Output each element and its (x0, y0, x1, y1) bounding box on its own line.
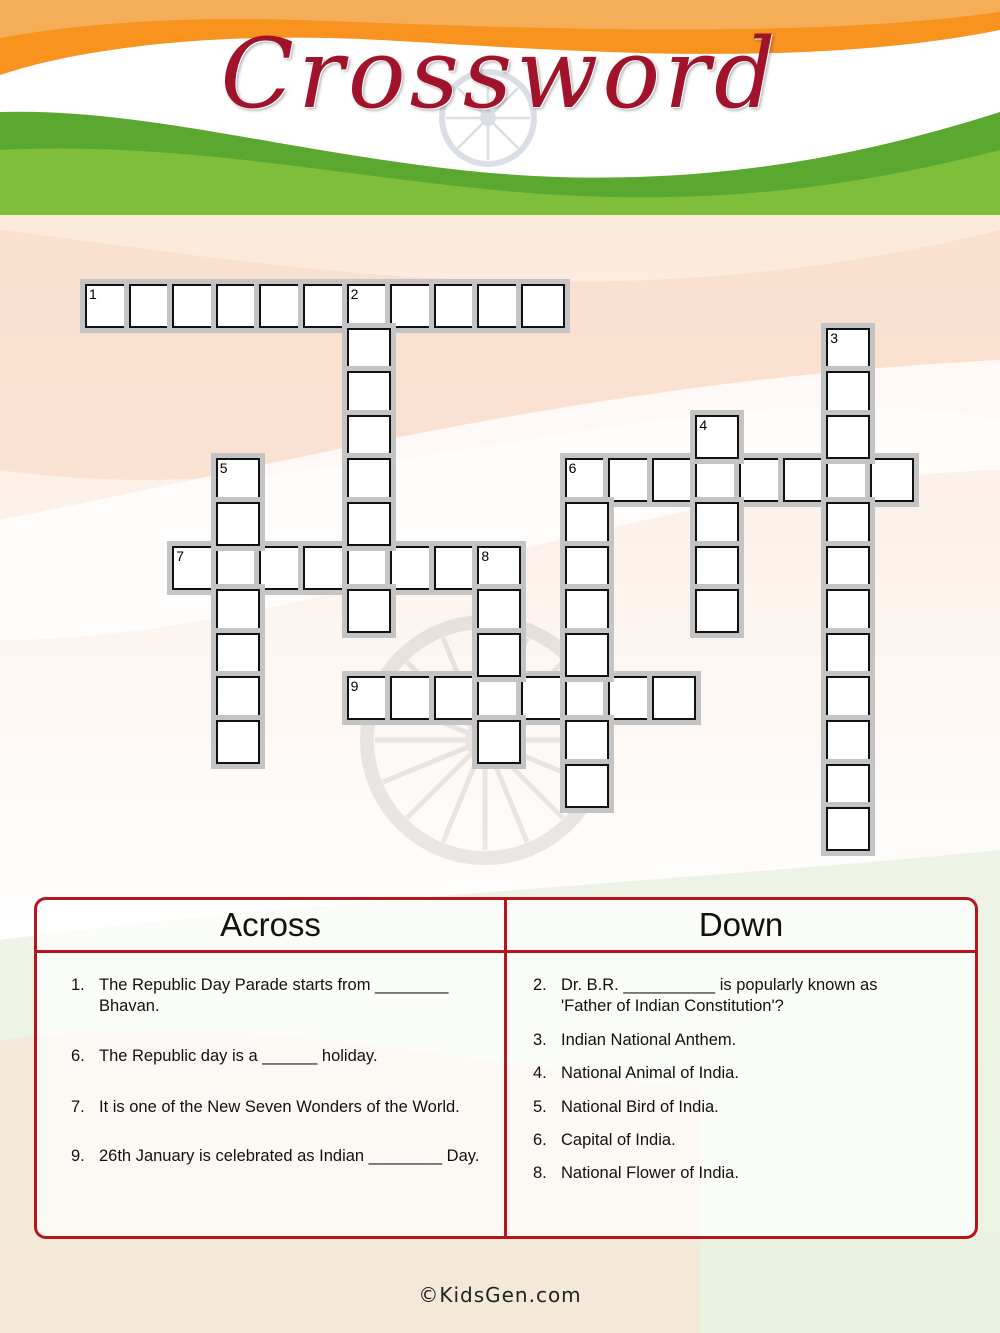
cell-number: 6 (568, 460, 577, 477)
grid-cell[interactable] (826, 589, 870, 633)
grid-cell[interactable] (565, 458, 609, 502)
cell-number: 8 (481, 547, 490, 564)
grid-cell[interactable] (695, 502, 739, 546)
grid-cell[interactable] (477, 720, 521, 764)
down-clue-5 (533, 1097, 913, 1118)
grid-cell[interactable] (739, 458, 783, 502)
cell-number: 2 (350, 286, 359, 302)
grid-cell[interactable] (216, 633, 260, 677)
grid-cell[interactable] (477, 546, 521, 590)
grid-cell[interactable] (695, 458, 739, 502)
clue-number: 6. (533, 1131, 547, 1149)
grid-cell[interactable] (652, 458, 696, 502)
grid-cell[interactable] (565, 546, 609, 590)
grid-cell[interactable] (303, 284, 347, 328)
down-clue-2 (533, 975, 913, 1017)
grid-cell[interactable] (216, 589, 260, 633)
cell-number: 9 (350, 678, 359, 695)
grid-cell[interactable] (695, 546, 739, 590)
down-clue-6 (533, 1130, 913, 1151)
grid-cell[interactable] (565, 633, 609, 677)
grid-cell[interactable] (565, 589, 609, 633)
grid-cell[interactable] (129, 284, 173, 328)
clue-text: The Republic day is a ______ holiday. (99, 1047, 378, 1065)
grid-cell[interactable] (216, 676, 260, 720)
grid-cell[interactable] (826, 676, 870, 720)
grid-cell[interactable] (216, 458, 260, 502)
grid-cell[interactable] (695, 415, 739, 459)
clue-number: 5. (533, 1098, 547, 1116)
grid-cell[interactable] (347, 328, 391, 372)
grid-cell[interactable] (826, 764, 870, 808)
grid-cell[interactable] (347, 502, 391, 546)
across-clue-7 (71, 1097, 491, 1118)
grid-cell[interactable] (434, 676, 478, 720)
clue-number: 6. (71, 1047, 85, 1065)
grid-cell[interactable] (216, 502, 260, 546)
clue-text: Indian National Anthem. (561, 1031, 737, 1049)
grid-cell[interactable] (390, 546, 434, 590)
grid-cell[interactable] (259, 284, 303, 328)
grid-cell[interactable] (870, 458, 914, 502)
footer-copyright: ©KidsGen.com (418, 1283, 582, 1307)
down-clue-4 (533, 1063, 913, 1084)
grid-cell[interactable] (826, 458, 870, 502)
grid-cell[interactable] (695, 589, 739, 633)
cell-number: 3 (830, 329, 838, 346)
grid-cell[interactable] (434, 546, 478, 590)
grid-cell[interactable] (652, 676, 696, 720)
grid-cell[interactable] (477, 589, 521, 633)
grid-cell[interactable] (826, 807, 870, 851)
clue-text: It is one of the New Seven Wonders of the World. (99, 1098, 460, 1116)
page-title: Crossword (220, 18, 780, 130)
clue-text: 26th January is celebrated as Indian ________ Day. (99, 1147, 480, 1165)
clue-number: 8. (533, 1164, 547, 1182)
grid-cell[interactable] (347, 371, 391, 415)
grid-cell[interactable] (216, 284, 260, 328)
grid-cell[interactable] (565, 676, 609, 720)
grid-cell[interactable] (347, 415, 391, 459)
cell-number: 1 (89, 286, 97, 302)
grid-cell[interactable] (390, 284, 434, 328)
grid-cell[interactable] (390, 676, 434, 720)
clue-text: National Flower of India. (561, 1164, 739, 1182)
clue-number: 3. (533, 1031, 547, 1049)
grid-cell[interactable] (826, 371, 870, 415)
clues-panel (34, 897, 978, 1239)
grid-cell[interactable] (826, 415, 870, 459)
grid-cell[interactable] (172, 284, 216, 328)
grid-cell[interactable] (347, 589, 391, 633)
grid-cell[interactable] (434, 284, 478, 328)
grid-cell[interactable] (565, 764, 609, 808)
grid-cell[interactable] (565, 502, 609, 546)
clue-text: Dr. B.R. __________ is popularly known as 'Father of Indian Constitution'? (561, 976, 878, 1015)
across-clue-6 (71, 1046, 481, 1067)
clue-text: National Bird of India. (561, 1098, 719, 1116)
grid-cell[interactable] (172, 546, 216, 590)
down-column (504, 900, 975, 1236)
grid-cell[interactable] (347, 676, 391, 720)
grid-cell[interactable] (826, 328, 870, 372)
grid-cell[interactable] (303, 546, 347, 590)
grid-cell[interactable] (826, 720, 870, 764)
clue-number: 1. (71, 976, 85, 994)
grid-cell[interactable] (565, 720, 609, 764)
grid-cell[interactable] (826, 546, 870, 590)
across-clue-1 (71, 975, 481, 1017)
grid-cell[interactable] (521, 676, 565, 720)
cell-number: 7 (176, 547, 184, 564)
grid-cell[interactable] (521, 284, 565, 328)
clue-number: 2. (533, 976, 547, 994)
clue-number: 9. (71, 1147, 85, 1165)
grid-cell[interactable] (608, 458, 652, 502)
grid-cell[interactable] (477, 676, 521, 720)
clue-text: National Animal of India. (561, 1064, 739, 1082)
grid-cell[interactable] (608, 676, 652, 720)
cell-number: 5 (219, 460, 228, 477)
grid-cell[interactable] (216, 546, 260, 590)
grid-cell[interactable] (216, 720, 260, 764)
across-heading: Across (37, 900, 504, 953)
grid-cell[interactable] (347, 546, 391, 590)
clue-text: The Republic Day Parade starts from ________ Bhavan. (99, 976, 449, 1015)
grid-cell[interactable] (259, 546, 303, 590)
clue-number: 4. (533, 1064, 547, 1082)
grid-cell[interactable] (347, 458, 391, 502)
grid-cell[interactable] (347, 284, 391, 328)
down-clue-8 (533, 1163, 913, 1184)
clue-number: 7. (71, 1098, 85, 1116)
grid-cell[interactable] (477, 284, 521, 328)
grid-cell[interactable] (826, 502, 870, 546)
across-column (37, 900, 504, 1236)
grid-cell[interactable] (85, 284, 129, 328)
down-clue-3 (533, 1030, 913, 1051)
grid-cell[interactable] (826, 633, 870, 677)
across-clue-9 (71, 1146, 481, 1167)
grid-cell[interactable] (477, 633, 521, 677)
cell-number: 4 (699, 416, 708, 433)
grid-cell[interactable] (783, 458, 827, 502)
down-heading: Down (507, 900, 975, 953)
clue-text: Capital of India. (561, 1131, 676, 1149)
